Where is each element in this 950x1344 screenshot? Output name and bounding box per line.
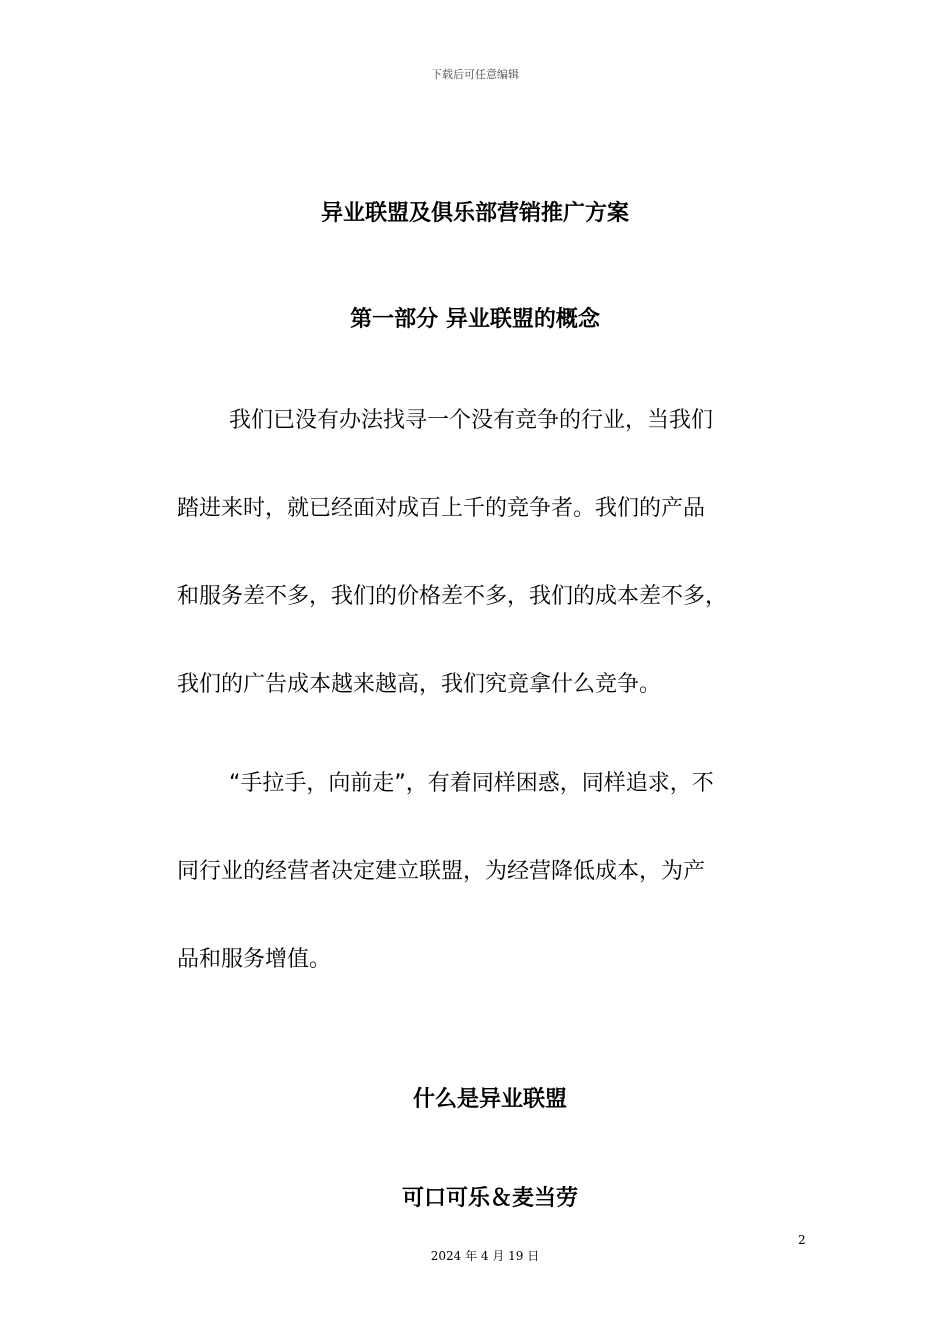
paragraph-line: 同行业的经营者决定建立联盟，为经营降低成本，为产 <box>177 859 706 884</box>
document-title: 异业联盟及俱乐部营销推广方案 <box>320 201 629 226</box>
footer-date: 2024 年 4 月 19 日 <box>430 1249 540 1263</box>
paragraph-line: 踏进来时，就已经面对成百上千的竞争者。我们的产品 <box>177 496 706 521</box>
part-heading: 第一部分 异业联盟的概念 <box>350 307 600 332</box>
subheading-cocacola-mcdonalds: 可口可乐＆麦当劳 <box>401 1186 578 1211</box>
paragraph-line: 和服务差不多，我们的价格差不多，我们的成本差不多， <box>177 584 728 609</box>
page-number: 2 <box>798 1233 806 1247</box>
paragraph-line: “手拉手，向前走”，有着同样困惑，同样追求，不 <box>229 771 714 796</box>
subheading-what-is-alliance: 什么是异业联盟 <box>412 1087 567 1112</box>
paragraph-line: 我们已没有办法找寻一个没有竞争的行业，当我们 <box>229 408 714 433</box>
header-note: 下载后可任意编辑 <box>431 68 519 81</box>
paragraph-line: 我们的广告成本越来越高，我们究竟拿什么竞争。 <box>177 672 662 697</box>
paragraph-line: 品和服务增值。 <box>177 947 332 972</box>
